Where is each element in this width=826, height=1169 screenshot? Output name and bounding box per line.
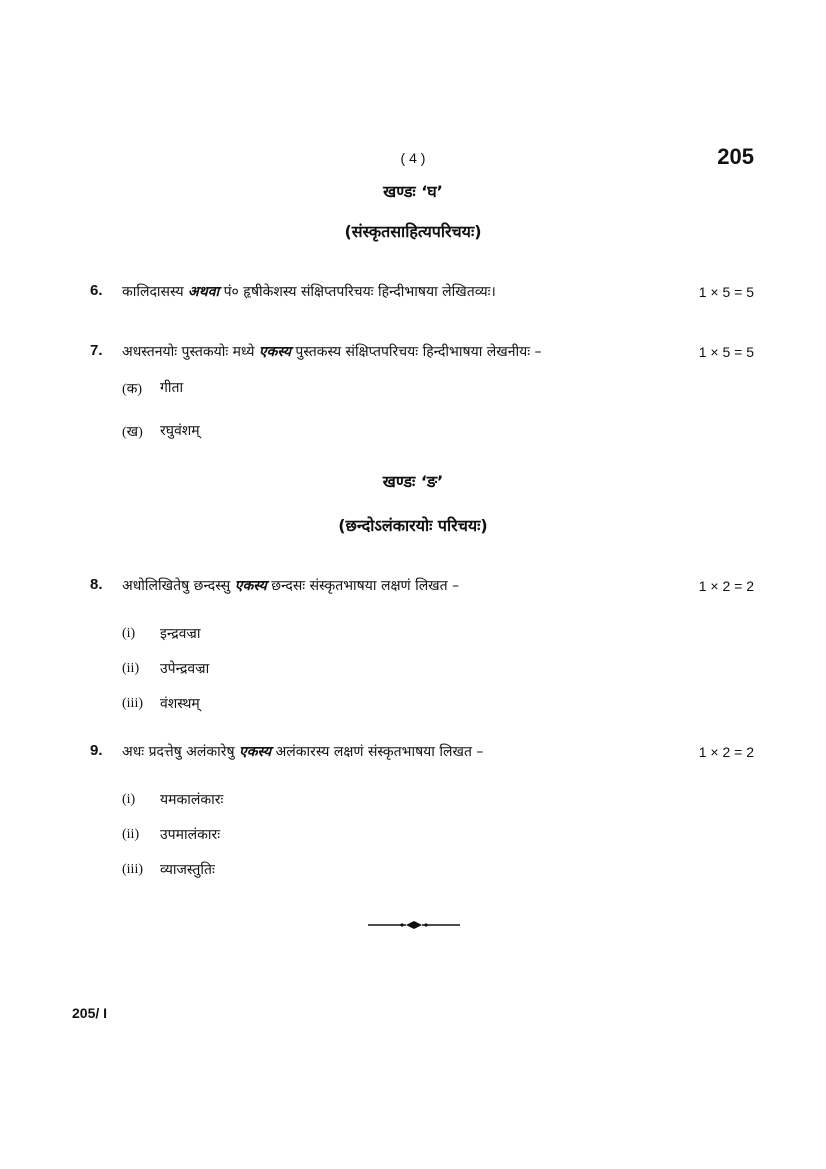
question-text-after: पं० हृषीकेशस्य संक्षिप्तपरिचयः हिन्दीभाषया लेखितव्यः। [223,284,496,300]
option-text: वंशस्थम् [160,696,200,712]
section-gha-title: खण्डः ‘घ’ [383,182,443,201]
question-text-after: पुस्तकस्य संक्षिप्तपरिचयः हिन्दीभाषया लेखनीयः – [295,344,542,360]
section-nga-subtitle: (छन्दोऽलंकारयोः परिचयः) [338,516,488,535]
option-label: (ii) [122,827,140,842]
question-emphasis: एकस्य [234,578,267,594]
question-text-before: अधः प्रदत्तेषु अलंकारेषु [122,744,235,760]
paper-code: 205 [717,144,754,169]
footer-paper-code: 205/ I [72,1005,108,1021]
option-label: (i) [122,792,136,807]
question-text [122,282,496,301]
end-ornament-divider [366,918,462,932]
option-text: गीता [160,380,184,396]
question-text-before: अधस्तनयोः पुस्तकयोः मध्ये [122,344,255,360]
question-emphasis: एकस्य [258,344,291,360]
question-marks: 1 × 5 = 5 [698,284,754,300]
option-label: (iii) [122,862,143,877]
section-gha-subtitle: (संस्कृतसाहित्यपरिचयः) [344,222,482,241]
question-number: 8. [90,576,103,593]
question-marks: 1 × 2 = 2 [698,744,754,760]
question-text-before: कालिदासस्य [122,284,184,300]
option-label: (i) [122,626,136,641]
question-number: 7. [90,342,103,359]
option-text: रघुवंशम् [160,423,200,439]
option-label: (ii) [122,661,140,676]
question-marks: 1 × 5 = 5 [698,344,754,360]
question-text [122,576,459,595]
page-number: ( 4 ) [400,150,426,166]
question-number: 6. [90,282,103,299]
question-text [122,742,483,761]
option-text: इन्द्रवज्रा [160,626,201,642]
question-text-after: अलंकारस्य लक्षणं संस्कृतभाषया लिखत – [275,744,484,760]
question-text-before: अधोलिखितेषु छन्दस्सु [122,578,231,594]
question-marks: 1 × 2 = 2 [698,578,754,594]
question-text [122,342,542,361]
option-label: (ख) [122,425,143,440]
option-text: यमकालंकारः [160,792,224,808]
question-text-after: छन्दसः संस्कृतभाषया लक्षणं लिखत – [271,578,460,594]
option-label: (क) [122,382,143,397]
option-text: उपमालंकारः [160,827,221,843]
question-emphasis: एकस्य [239,744,272,760]
question-number: 9. [90,742,103,759]
question-emphasis: अथवा [188,284,220,300]
option-text: व्याजस्तुतिः [160,862,215,878]
option-label: (iii) [122,696,143,711]
option-text: उपेन्द्रवज्रा [160,661,210,677]
section-nga-title: खण्डः ‘ङ’ [382,472,444,491]
